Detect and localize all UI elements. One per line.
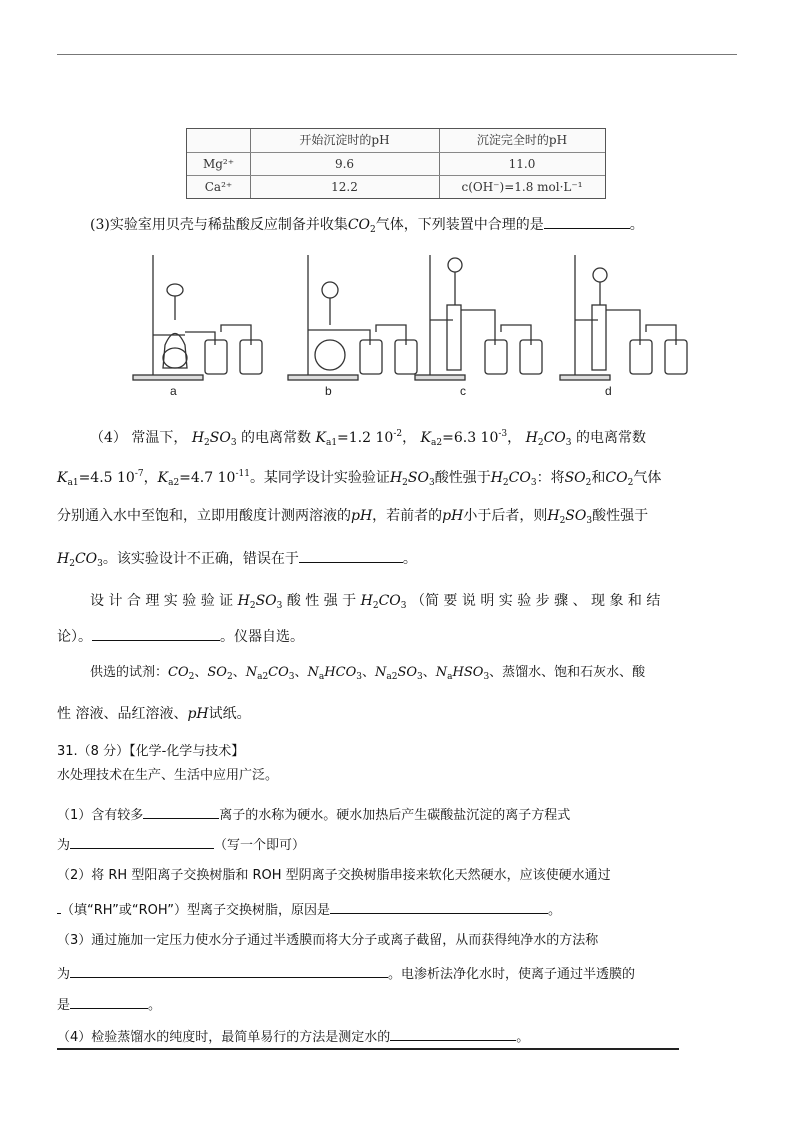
q4-text: 设 计 合 理 实 验 验 证 bbox=[90, 593, 234, 609]
answer-blank[interactable] bbox=[544, 214, 630, 229]
q4-line-7: 供选的试剂：$CO_2$、$SO_2$、$N_{a2}CO_3$、$N_aHCO_3$、$N_{a2}SO_3$、$N_aHSO_3$、蒸馏水、饱和石灰水、酸 bbox=[90, 665, 646, 682]
answer-blank[interactable] bbox=[143, 804, 219, 819]
answer-blank[interactable] bbox=[70, 963, 388, 978]
q4-text: 和 bbox=[591, 470, 606, 486]
answer-blank[interactable] bbox=[330, 899, 548, 914]
q4-text: 气体 bbox=[633, 470, 662, 486]
q4-line-5: 设 计 合 理 实 验 验 证 $H_2SO_3$ 酸 性 强 于 $H_2CO_3$ （简 要 说 明 实 验 步 骤 、 现 象 和 结 bbox=[90, 593, 661, 611]
q4-text: 酸性强于 bbox=[592, 508, 649, 524]
apparatus-b bbox=[288, 255, 417, 380]
q31-part-2: （2）将 RH 型阳离子交换树脂和 ROH 型阴离子交换树脂串接来软化天然硬水，应该使硬水通过 bbox=[57, 868, 611, 883]
table-cell: Ca²⁺ bbox=[204, 180, 233, 194]
q4-line-3: 分别通入水中至饱和，立即用酸度计测两溶液的pH，若前者的pH小于后者，则$H_2SO_3$酸性强于 bbox=[57, 508, 649, 526]
q4-text: 供选的试剂： bbox=[90, 665, 169, 680]
answer-blank[interactable] bbox=[70, 834, 214, 849]
q31-text: 。 bbox=[516, 1030, 530, 1045]
ph-table bbox=[186, 128, 606, 199]
q4-text: 酸 性 强 于 bbox=[286, 593, 357, 609]
q3-text: (3)实验室用贝壳与稀盐酸反应制备并收集 bbox=[90, 217, 348, 233]
table-cell: Mg²⁺ bbox=[202, 157, 235, 171]
q4-line-1: （4） 常温下， $H_2SO_3$ 的电离常数 $K_{a1}=1.2$ $10^{-2}$， $K_{a2}=6.3$ $10^{-3}$， $H_2CO_3$ 的电离常数 bbox=[90, 429, 646, 448]
question-3 bbox=[90, 214, 644, 240]
label-d: d bbox=[605, 384, 612, 398]
apparatus-c bbox=[415, 255, 542, 380]
q31-part-2b bbox=[57, 899, 561, 921]
q4-text: 小于后者，则 bbox=[463, 508, 548, 524]
q31-part-1 bbox=[57, 804, 570, 826]
footer-rule bbox=[57, 1048, 679, 1050]
formula: CO bbox=[347, 217, 371, 233]
table-header-end: 沉淀完全时的pH bbox=[476, 133, 568, 147]
q31-intro: 水处理技术在生产、生活中应用广泛。 bbox=[57, 768, 279, 783]
q4-text: （简 要 说 明 实 验 步 骤 、 现 象 和 结 bbox=[410, 593, 661, 609]
ka2-value: =6.3 10 bbox=[442, 430, 499, 446]
ka1-value: =4.5 10 bbox=[78, 470, 135, 486]
table-cell: 12.2 bbox=[331, 180, 358, 194]
answer-blank[interactable] bbox=[92, 626, 220, 641]
q31-text: （1）含有较多 bbox=[57, 808, 144, 823]
q4-text: 论）。 bbox=[57, 629, 92, 645]
q4-text: （4） 常温下， bbox=[90, 430, 188, 446]
q4-line-8: 性 溶液、品红溶液、pH试纸。 bbox=[57, 706, 251, 722]
exponent: -7 bbox=[134, 469, 144, 479]
q4-text: ，若前者的 bbox=[372, 508, 443, 524]
q3-text: 气体，下列装置中合理的是 bbox=[375, 217, 544, 233]
q4-line-6 bbox=[57, 626, 304, 647]
formula-sub: 2 bbox=[370, 225, 376, 235]
label-a: a bbox=[170, 384, 177, 398]
ka2-value: =4.7 10 bbox=[179, 470, 236, 486]
apparatus-figure bbox=[115, 250, 715, 410]
q31-text: 离子的水称为硬水。硬水加热后产生碳酸盐沉淀的离子方程式 bbox=[219, 808, 571, 823]
q31-part-3c bbox=[57, 994, 161, 1016]
answer-blank[interactable] bbox=[299, 548, 403, 563]
q4-text: 试纸。 bbox=[208, 706, 251, 722]
q4-text: 、蒸馏水、饱和石灰水、酸 bbox=[489, 665, 646, 680]
q4-text: 。仪器自选。 bbox=[220, 629, 304, 645]
q4-text: ：将 bbox=[536, 470, 565, 486]
answer-blank[interactable] bbox=[70, 994, 148, 1009]
q31-part-4 bbox=[57, 1026, 529, 1048]
label-c: c bbox=[460, 384, 466, 398]
q4-text: 的电离常数 bbox=[575, 430, 646, 446]
q4-text: 。 bbox=[402, 551, 417, 567]
q31-text: （4）检验蒸馏水的纯度时，最简单易行的方法是测定水的 bbox=[57, 1030, 391, 1045]
q31-text: 为 bbox=[57, 967, 71, 982]
q31-part-3: （3）通过施加一定压力使水分子通过半透膜而将大分子或离子截留，从而获得纯净水的方法称 bbox=[57, 933, 599, 948]
apparatus-d bbox=[560, 255, 687, 380]
table-header-start: 开始沉淀时的pH bbox=[299, 133, 390, 147]
header-rule bbox=[57, 54, 737, 55]
q31-text: 为 bbox=[57, 838, 71, 853]
q3-text: 。 bbox=[629, 217, 644, 233]
q4-text: 。某同学设计实验验证 bbox=[249, 470, 390, 486]
q4-line-2: $K_{a1}=4.5$ $10^{-7}$，$K_{a2}=4.7$ $10^{-11}$。某同学设计实验验证$H_2SO_3$酸性强于$H_2CO_3$：将$SO_2$和$CO_2$气体 bbox=[57, 469, 662, 488]
table-cell: 9.6 bbox=[334, 157, 355, 171]
q4-text: 酸性强于 bbox=[434, 470, 491, 486]
q4-text: 的电离常数 bbox=[241, 430, 312, 446]
label-b: b bbox=[325, 384, 332, 398]
q31-title: 31.（8 分）【化学-化学与技术】 bbox=[57, 744, 245, 759]
q31-part-1b bbox=[57, 834, 305, 856]
q4-text: 分别通入水中至饱和，立即用酸度计测两溶液的 bbox=[57, 508, 351, 524]
q4-text: 。该实验设计不正确，错误在于 bbox=[102, 551, 299, 567]
q4-line-4: $H_2CO_3$。该实验设计不正确，错误在于 。 bbox=[57, 548, 417, 574]
apparatus-a bbox=[133, 255, 262, 380]
exponent: -11 bbox=[235, 469, 250, 479]
table-cell: c(OH⁻)=1.8 mol·L⁻¹ bbox=[461, 180, 583, 194]
q31-text: 。 bbox=[548, 903, 562, 918]
q31-text: （写一个即可） bbox=[214, 838, 306, 853]
q4-text: 性 溶液、品红溶液、 bbox=[57, 706, 188, 722]
q31-text: 是 bbox=[57, 998, 71, 1013]
q31-text: （填“RH”或“ROH”）型离子交换树脂，原因是 bbox=[61, 903, 330, 918]
exponent: -3 bbox=[498, 429, 508, 439]
answer-blank[interactable] bbox=[390, 1026, 516, 1041]
exponent: -2 bbox=[393, 429, 403, 439]
ka1-value: =1.2 10 bbox=[337, 430, 394, 446]
q31-text: 。 bbox=[148, 998, 162, 1013]
q31-text: 。电渗析法净化水时，使离子通过半透膜的 bbox=[388, 967, 636, 982]
table-cell: 11.0 bbox=[508, 157, 536, 171]
q31-part-3b bbox=[57, 963, 635, 985]
